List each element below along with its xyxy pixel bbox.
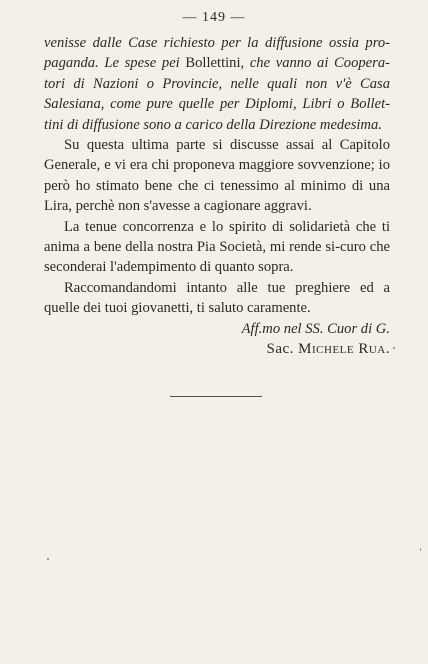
paragraph-1-italic-end: che vanno ai Coopera-tori di Nazioni o Provincie, nelle quali non v'è Casa Salesiana, come pure quelle per Diplomi, Libri o Bollet-tini di diffusione sono a carico della Direzione medesima. bbox=[44, 55, 390, 133]
paragraph-1 bbox=[44, 33, 390, 135]
closing-formula: Aff.mo nel SS. Cuor di G. bbox=[241, 320, 390, 337]
paragraph-2: Su questa ultima parte si discusse assai al Capitolo Generale, e vi era chi proponeva maggiore sovvenzione; io però ho stimato bene che ci tenessimo al minimo di una Lira, perchè non s'avesse a cagionare aggravi. bbox=[44, 137, 390, 215]
paper-speck bbox=[47, 558, 49, 560]
letter-body bbox=[44, 33, 390, 360]
signature-name: Michele Rua. bbox=[298, 341, 390, 358]
page-number: — 149 — bbox=[182, 10, 246, 25]
signature bbox=[44, 339, 390, 359]
paragraph-1-italic-start: venisse dalle Case richiesto per la diffusione ossia pro-paganda. Le spese pei bbox=[44, 35, 390, 72]
end-rule bbox=[170, 396, 262, 397]
paragraph-1-roman-word: Bollettini, bbox=[185, 55, 245, 72]
signature-prefix: Sac. bbox=[266, 341, 299, 358]
paragraph-4: Raccomandandomi intanto alle tue preghiere ed a quelle dei tuoi giovanetti, ti saluto caramente. bbox=[44, 279, 390, 317]
paper-speck bbox=[420, 548, 421, 551]
paper-speck bbox=[393, 347, 395, 349]
paragraph-3: La tenue concorrenza e lo spirito di solidarietà che ti anima a bene della nostra Pia Società, mi rende si-curo che seconderai l'adempimento di quanto sopra. bbox=[44, 218, 390, 276]
